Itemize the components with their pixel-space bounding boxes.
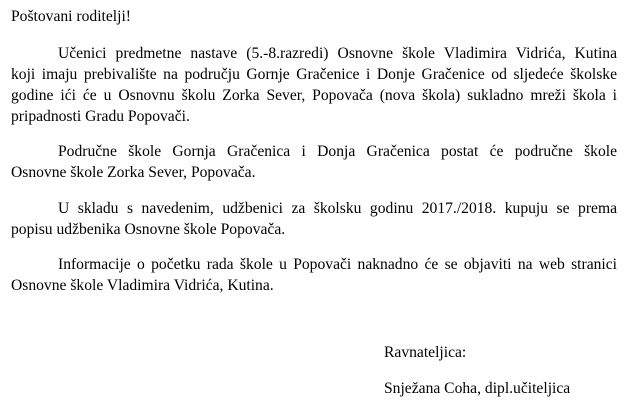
paragraph-1-line-3: godine ići će u Osnovnu školu Zorka Sever, Popovača (nova škola) sukladno mreži škola i [11, 87, 617, 104]
signature-title: Ravnateljica: [384, 344, 467, 361]
paragraph-2-line-2: Osnovne škole Zorka Sever, Popovača. [11, 164, 256, 181]
paragraph-3-line-2: popisu udžbenika Osnovne škole Popovača. [11, 221, 286, 238]
paragraph-1-line-4: pripadnosti Gradu Popovači. [11, 108, 190, 125]
paragraph-1-line-2: koji imaju prebivalište na području Gornje Gračenice i Donje Gračenice od sljedeće školske [11, 66, 617, 83]
paragraph-3-line-1: U skladu s navedenim, udžbenici za školsku godinu 2017./2018. kupuju se prema [58, 200, 617, 217]
greeting: Poštovani roditelji! [11, 8, 131, 25]
paragraph-2-line-1: Područne škole Gornja Gračenica i Donja Gračenica postat će područne škole [58, 143, 617, 160]
paragraph-4-line-1: Informacije o početku rada škole u Popovači naknadno će se objaviti na web stranici [58, 256, 617, 273]
paragraph-4-line-2: Osnovne škole Vladimira Vidrića, Kutina. [11, 277, 274, 294]
paragraph-1-line-1: Učenici predmetne nastave (5.-8.razredi) Osnovne škole Vladimira Vidrića, Kutina [58, 45, 617, 62]
signature-name: Snježana Coha, dipl.učiteljica [384, 380, 571, 397]
